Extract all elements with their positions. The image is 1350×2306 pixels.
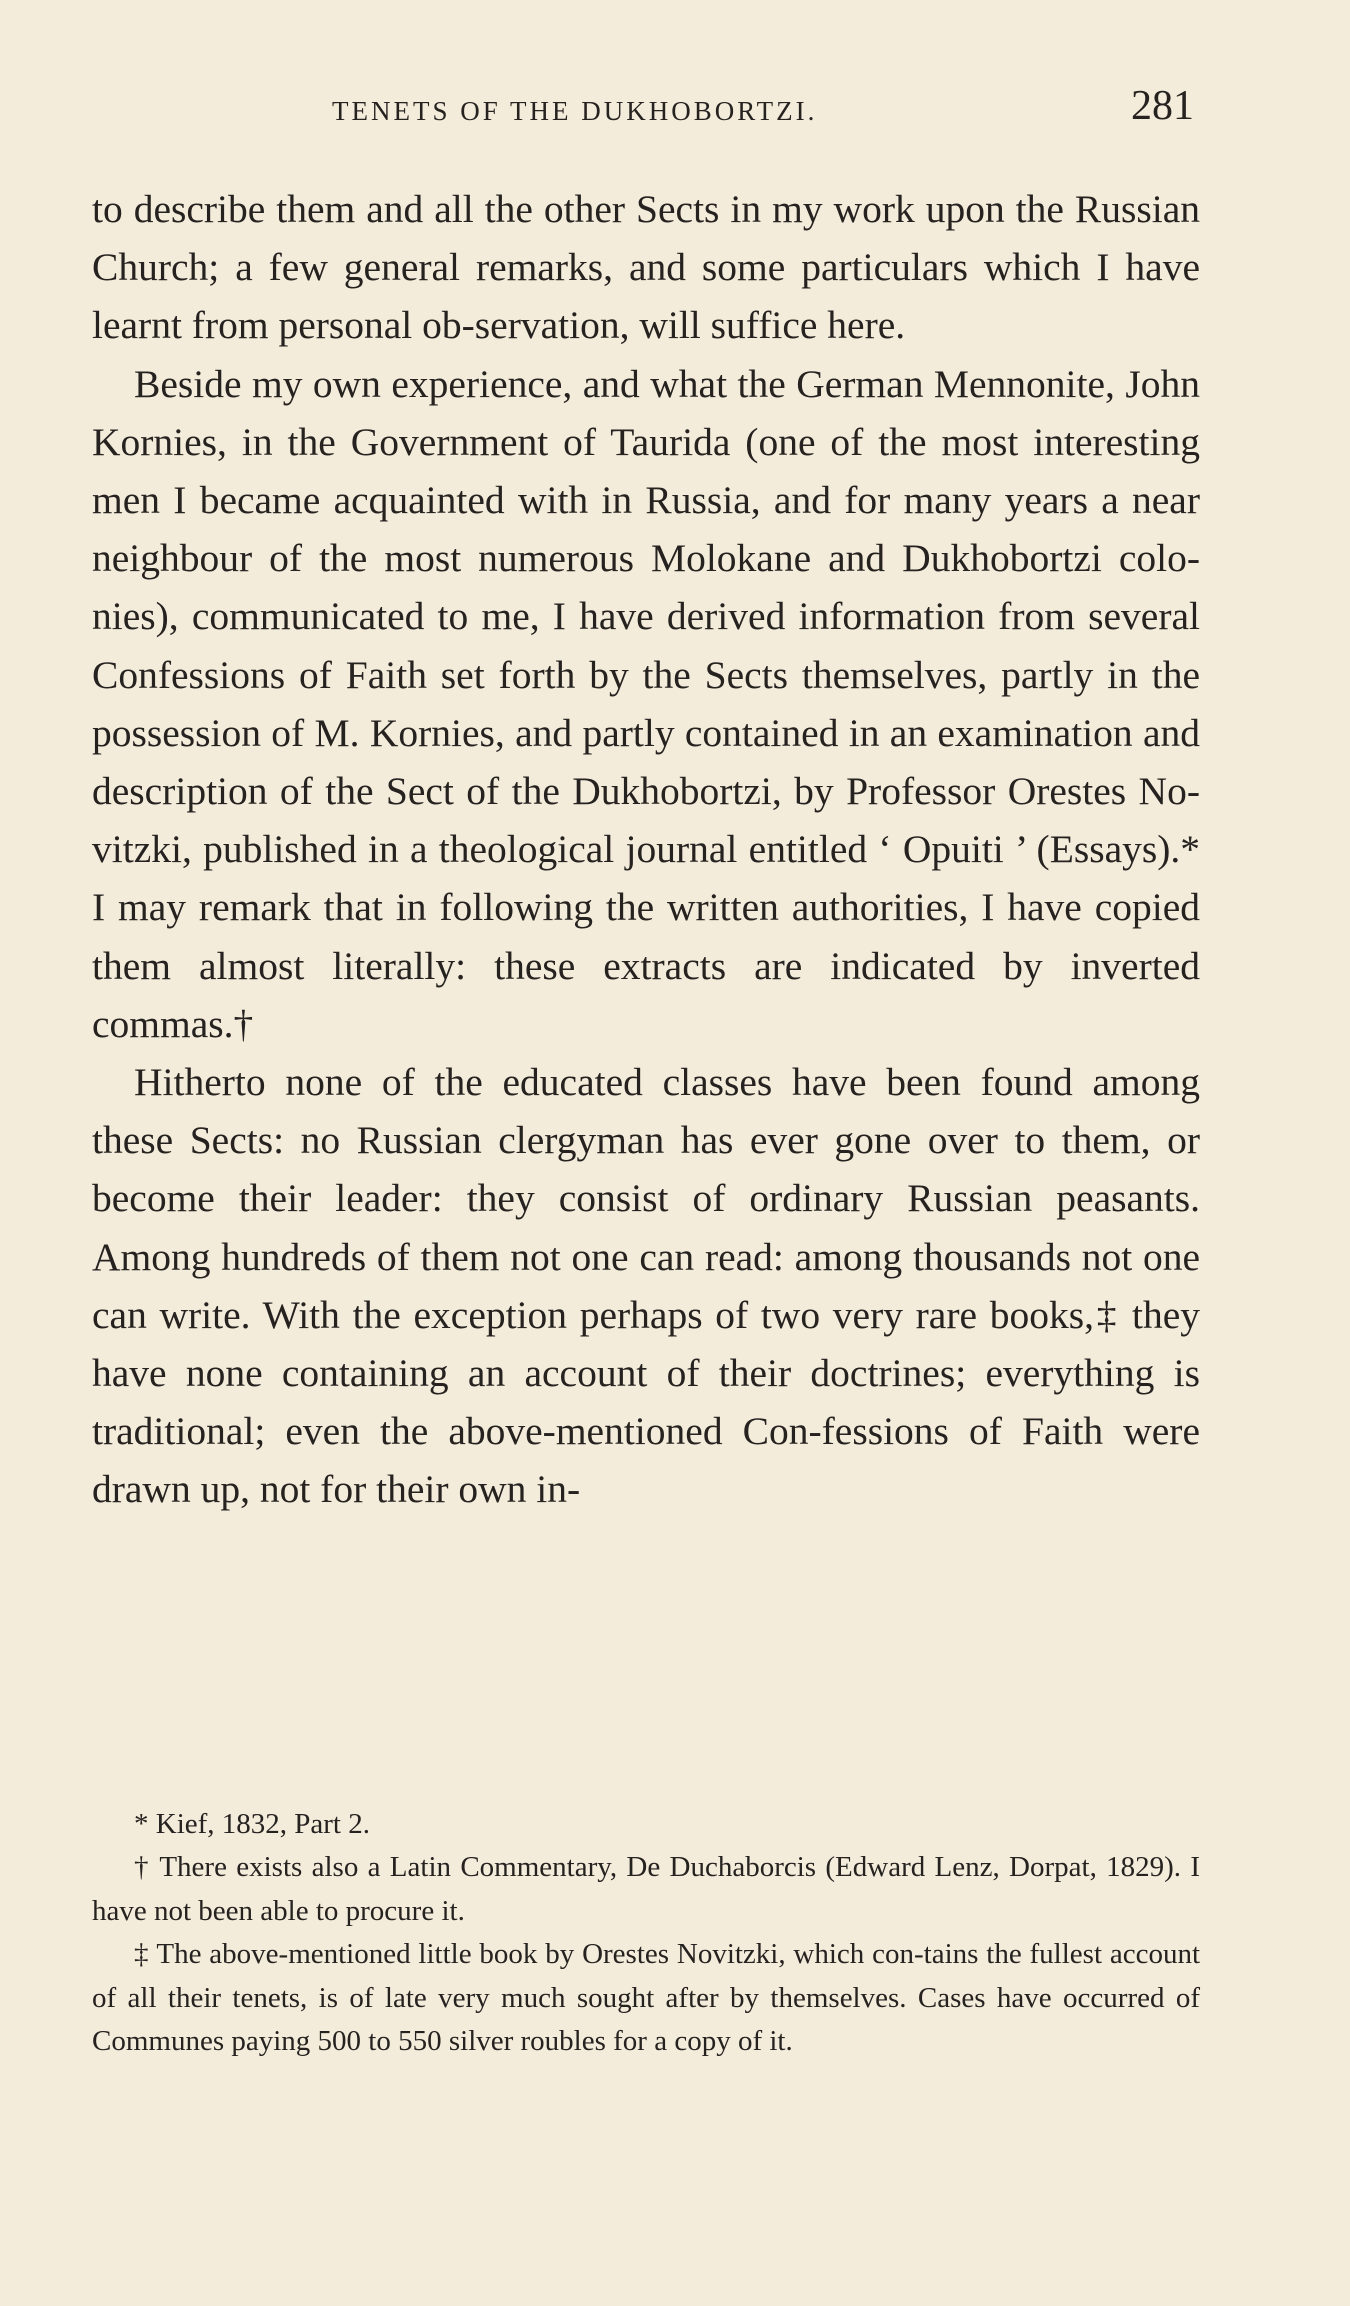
footnote-1: * Kief, 1832, Part 2. bbox=[134, 1808, 370, 1840]
main-text bbox=[92, 180, 1200, 1519]
page-header bbox=[92, 82, 1200, 142]
footnote-3: ‡ The above-mentioned little book by Orestes Novitzki, which con-tains the fullest account of all their tenets, is of late very much sought after by themselves. Cases have occurred of Communes paying 500 to 550 silver roubles for a copy of it. bbox=[92, 1938, 1200, 2058]
page-number: 281 bbox=[1131, 83, 1194, 129]
footnotes bbox=[92, 1803, 1200, 2063]
paragraph-1: to describe them and all the other Sects in my work upon the Russian Church; a few general remarks, and some particulars which I have learnt from personal ob-servation, will suffice here. bbox=[92, 187, 1200, 348]
paragraph-2: Beside my own experience, and what the German Mennonite, John Kornies, in the Government of Taurida (one of the most interesting men I became acquainted with in Russia, and for many years a near neighbour of the most numerous Molokane and Dukhobortzi colo-nies), communicated to me, I have derived information from several Confessions of Faith set forth by the Sects themselves, partly in the possession of M. Kornies, and partly contained in an examination and description of the Sect of the Dukhobortzi, by Professor Orestes No-vitzki, published in a theological journal entitled ‘ Opuiti ’ (Essays).* I may remark that in following the written authorities, I have copied them almost literally: these extracts are indicated by inverted commas.† bbox=[92, 361, 1200, 1046]
running-head: TENETS OF THE DUKHOBORTZI. bbox=[332, 96, 818, 126]
paragraph-3: Hitherto none of the educated classes have been found among these Sects: no Russian clergyman has ever gone over to them, or become their leader: they consist of ordinary Russian peasants. Among hundreds of them not one can read: among thousands not one can write. With the exception perhaps of two very rare books,‡ they have none containing an account of their doctrines; everything is traditional; even the above-mentioned Con-fessions of Faith were drawn up, not for their own in- bbox=[92, 1060, 1200, 1512]
footnote-2: † There exists also a Latin Commentary, De Duchaborcis (Edward Lenz, Dorpat, 1829). I have not been able to procure it. bbox=[92, 1851, 1200, 1927]
